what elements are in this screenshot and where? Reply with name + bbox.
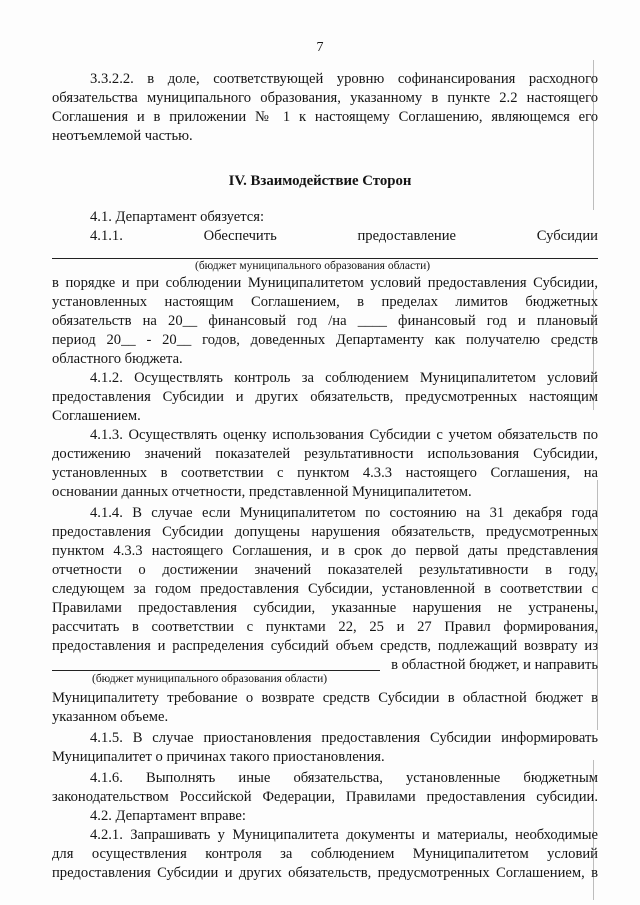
paragraph-line: Муниципалитету требование о возврате средств Субсидии в областной бюджет в bbox=[52, 690, 598, 706]
paragraph-line: Соглашения и в приложении № 1 к настоящему Соглашению, являющемся его bbox=[52, 109, 598, 125]
scan-margin-line bbox=[593, 60, 594, 210]
paragraph-line: 4.1.3. Осуществлять оценку использования Субсидии с учетом обязательств по bbox=[90, 427, 598, 443]
paragraph-line: для осуществления контроля за соблюдением Муниципалитетом условий bbox=[52, 846, 598, 862]
paragraph-line: пунктом 4.3.3 настоящего Соглашения, и в срок до первой даты представления bbox=[52, 543, 598, 559]
paragraph-line: период 20__ - 20__ годов, доведенных Департаменту как получателю средств bbox=[52, 332, 598, 348]
scan-margin-line bbox=[593, 290, 594, 410]
paragraph-line: 4.2. Департамент вправе: bbox=[90, 808, 246, 824]
paragraph-line: предоставления Субсидии допущены нарушения обязательств, предусмотренных bbox=[52, 524, 598, 540]
paragraph-line: 4.1.6. Выполнять иные обязательства, установленные бюджетным bbox=[90, 770, 598, 786]
heading-word: Обеспечить bbox=[203, 228, 277, 244]
paragraph-line: обязательств на 20__ финансовый год /на ____ финансовый год и плановый bbox=[52, 313, 598, 329]
paragraph-line: предоставления Субсидии и других обязательств, предусмотренных настоящим bbox=[52, 389, 598, 405]
paragraph-line: Правилами предоставления субсидии, указанные нарушения не устранены, bbox=[52, 600, 598, 616]
paragraph-line: рассчитать в соответствии с пунктами 22, 25 и 27 Правил формирования, bbox=[52, 619, 598, 635]
paragraph-line: отчетности о достижении значений показателей результативности в году, bbox=[52, 562, 598, 578]
paragraph-line: 4.1.2. Осуществлять контроль за соблюдением Муниципалитетом условий bbox=[90, 370, 598, 386]
paragraph-line: предоставления и распределения субсидий объем средств, подлежащий возврату из bbox=[52, 638, 598, 654]
fill-in-line bbox=[52, 670, 380, 671]
budget-note: (бюджет муниципального образования области) bbox=[92, 673, 328, 685]
paragraph-line: достижению значений показателей результативности использования Субсидии, bbox=[52, 446, 598, 462]
scan-margin-line bbox=[593, 760, 594, 900]
paragraph-line: 4.1. Департамент обязуется: bbox=[90, 209, 265, 225]
paragraph-line: обязательства муниципального образования, указанному в пункте 2.2 настоящего bbox=[52, 90, 598, 106]
paragraph-line: в областной бюджет, и направить bbox=[391, 657, 598, 673]
clause-number: 4.1.1. bbox=[90, 228, 123, 244]
section-title: IV. Взаимодействие Сторон bbox=[228, 173, 412, 189]
paragraph-4-1-1-heading bbox=[90, 227, 598, 245]
paragraph-line: 3.3.2.2. в доле, соответствующей уровню софинансирования расходного bbox=[90, 71, 598, 87]
paragraph-line: Соглашением. bbox=[52, 408, 141, 424]
paragraph-line: Муниципалитет о причинах такого приостановления. bbox=[52, 749, 385, 765]
paragraph-line: 4.2.1. Запрашивать у Муниципалитета документы и материалы, необходимые bbox=[90, 827, 598, 843]
paragraph-line: установленных в соответствии с пунктом 4.3.3 настоящего Соглашения, на bbox=[52, 465, 598, 481]
paragraph-line: в порядке и при соблюдении Муниципалитетом условий предоставления Субсидии, bbox=[52, 275, 598, 291]
page-number: 7 bbox=[316, 40, 324, 55]
paragraph-line: неотъемлемой частью. bbox=[52, 128, 193, 144]
scan-margin-line bbox=[597, 480, 598, 730]
paragraph-line: областного бюджета. bbox=[52, 351, 183, 367]
paragraph-line: 4.1.5. В случае приостановления предоставления Субсидии информировать bbox=[90, 730, 598, 746]
budget-note: (бюджет муниципального образования области) bbox=[195, 260, 431, 272]
paragraph-line: установленных настоящим Соглашением, в пределах лимитов бюджетных bbox=[52, 294, 598, 310]
paragraph-line: основании данных отчетности, представленной Муниципалитетом. bbox=[52, 484, 472, 500]
paragraph-line: законодательством Российской Федерации, Правилами предоставления субсидии. bbox=[52, 789, 598, 805]
paragraph-line: указанном объеме. bbox=[52, 709, 169, 725]
heading-word: предоставление bbox=[357, 228, 457, 244]
paragraph-line: предоставления Субсидии и других обязательств, предусмотренных Соглашением, в bbox=[52, 865, 598, 881]
paragraph-line: следующем за годом предоставления Субсидии, установленной в соответствии с bbox=[52, 581, 598, 597]
paragraph-line: 4.1.4. В случае если Муниципалитетом по состоянию на 31 декабря года bbox=[90, 505, 598, 521]
heading-word: Субсидии bbox=[536, 228, 598, 244]
